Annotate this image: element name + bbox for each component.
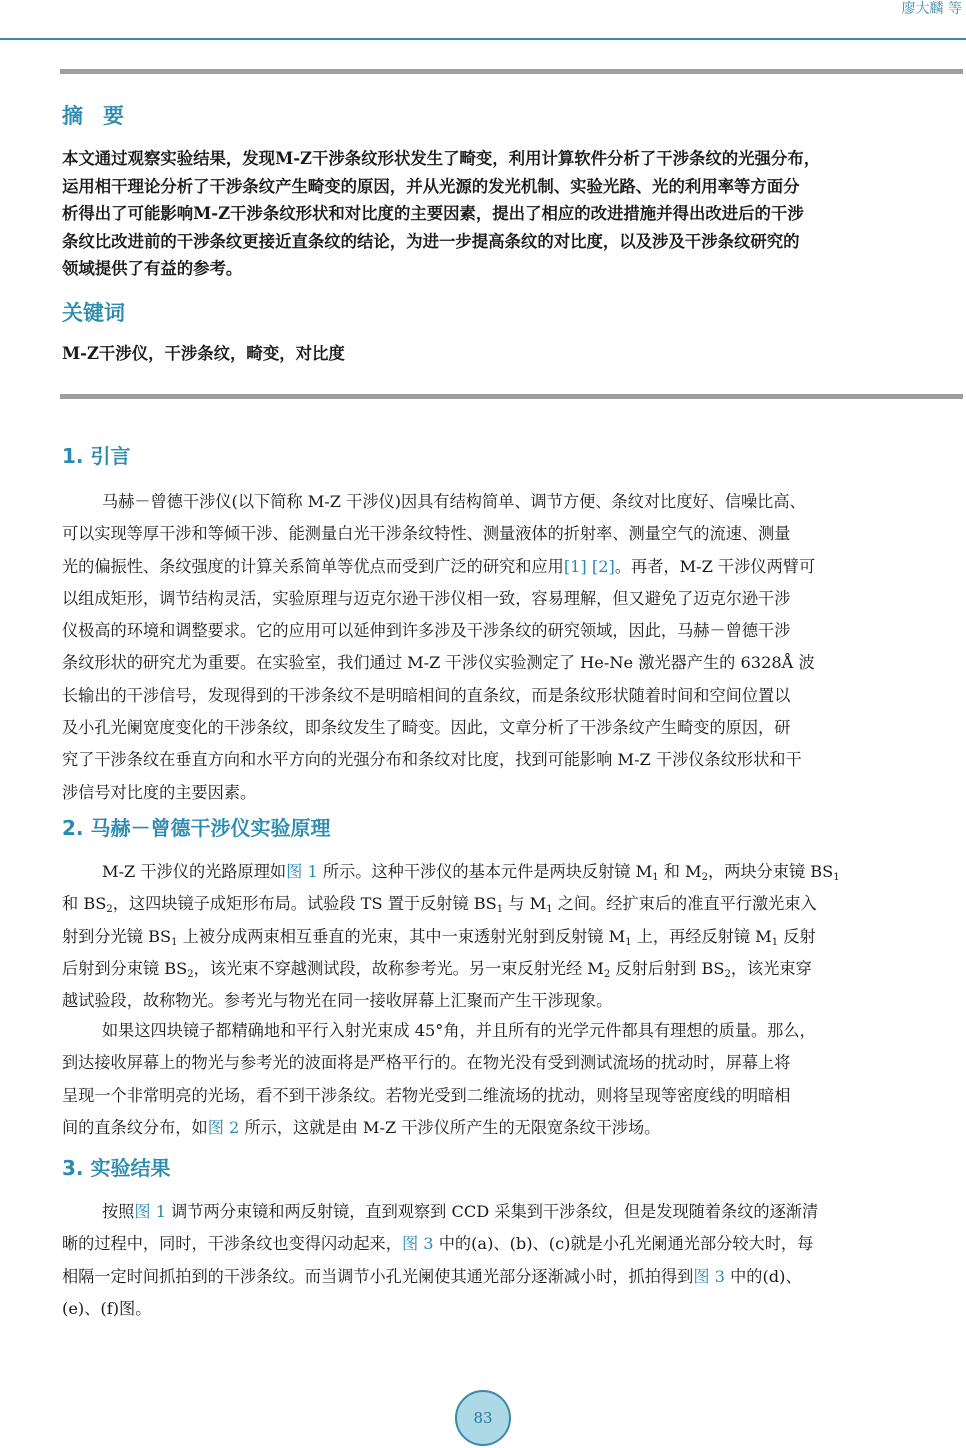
body-line: 呈现一个非常明亮的光场，看不到干涉条纹。若物光受到二维流场的扰动，则将呈现等密度线的明暗相 — [62, 1085, 791, 1105]
section-1-title: 1. 引言 — [62, 444, 131, 468]
body-line: 马赫－曾德干涉仪(以下简称 M-Z 干涉仪)因具有结构简单、调节方便、条纹对比度好、信噪比高、 — [102, 492, 806, 511]
body-line: 间的直条纹分布，如图 2 所示，这就是由 M-Z 干涉仪所产生的无限宽条纹干涉场。 — [62, 1117, 661, 1137]
section-2-title: 2. 马赫－曾德干涉仪实验原理 — [62, 816, 331, 840]
body-line: 涉信号对比度的主要因素。 — [62, 782, 257, 802]
body-line: 越试验段，故称物光。参考光与物光在同一接收屏幕上汇聚而产生干涉现象。 — [62, 991, 613, 1011]
abstract-body — [62, 145, 964, 283]
body-line: 仪极高的环境和调整要求。它的应用可以延伸到许多涉及干涉条纹的研究领域，因此，马赫－曾德干涉 — [62, 621, 791, 641]
body-line: 光的偏振性、条纹强度的计算关系简单等优点而受到广泛的研究和应用[1] [2]。再者，M-Z 干涉仪两臂可 — [62, 556, 816, 576]
figure-1-link[interactable]: 图 1 — [134, 1202, 167, 1221]
abstract-bottom-rule — [60, 394, 963, 399]
section-3-title: 3. 实验结果 — [62, 1156, 171, 1180]
abstract-line: 本文通过观察实验结果，发现M-Z干涉条纹形状发生了畸变，利用计算软件分析了干涉条纹的光强分布， — [62, 149, 821, 168]
body-line: 射到分光镜 $BS_1$ 上被分成两束相互垂直的光束，其中一束透射光射到反射镜 $M_1$ 上，再经反射镜 $M_1$ 反射 — [62, 926, 816, 948]
section-3-body — [62, 1196, 964, 1325]
figure-2-link[interactable]: 图 2 — [207, 1117, 240, 1137]
section-1-body — [62, 486, 964, 809]
section-2-para-2 — [62, 1015, 964, 1144]
body-line: 相隔一定时间抓拍到的干涉条纹。而当调节小孔光阑使其通光部分逐渐减小时，抓拍得到图 3 中的(d)、 — [62, 1266, 802, 1286]
body-line: 以组成矩形，调节结构灵活，实验原理与迈克尔逊干涉仪相一致，容易理解，但又避免了迈克尔逊干涉 — [62, 588, 791, 608]
body-line: 按照图 1 调节两分束镜和两反射镜，直到观察到 CCD 采集到干涉条纹，但是发现随着条纹的逐渐清 — [102, 1202, 819, 1221]
abstract-line: 条纹比改进前的干涉条纹更接近直条纹的结论，为进一步提高条纹的对比度，以及涉及干涉条纹研究的 — [62, 231, 800, 251]
figure-3-link[interactable]: 图 3 — [401, 1234, 434, 1254]
keywords-text — [62, 340, 964, 368]
running-head: 廖大麟 等 — [901, 1, 962, 17]
abstract-heading: 摘 要 — [62, 104, 124, 128]
keywords-line: M-Z干涉仪，干涉条纹，畸变，对比度 — [62, 344, 345, 363]
body-line: 后射到分束镜 $BS_2$，该光束不穿越测试段，故称参考光。另一束反射光经 $M_2$ 反射后射到 $BS_2$，该光束穿 — [62, 958, 812, 980]
body-line: 如果这四块镜子都精确地和平行入射光束成 45°角，并且所有的光学元件都具有理想的质量。那么， — [102, 1021, 816, 1040]
abstract-line: 运用相干理论分析了干涉条纹产生畸变的原因，并从光源的发光机制、实验光路、光的利用率等方面分 — [62, 176, 800, 196]
abstract-line: 析得出了可能影响M-Z干涉条纹形状和对比度的主要因素，提出了相应的改进措施并得出改进后的干涉 — [62, 204, 804, 223]
body-line: 及小孔光阑宽度变化的干涉条纹，即条纹发生了畸变。因此，文章分析了干涉条纹产生畸变的原因，研 — [62, 718, 791, 738]
body-line: 长输出的干涉信号，发现得到的干涉条纹不是明暗相间的直条纹，而是条纹形状随着时间和空间位置以 — [62, 685, 791, 705]
body-line: 条纹形状的研究尤为重要。在实验室，我们通过 M-Z 干涉仪实验测定了 He-Ne 激光器产生的 6328Å 波 — [62, 653, 815, 673]
page-number: 83 — [473, 1409, 493, 1427]
body-line: M-Z 干涉仪的光路原理如图 1 所示。这种干涉仪的基本元件是两块反射镜 $M_1$ 和 $M_2$，两块分束镜 $BS_1$ — [102, 862, 840, 883]
figure-1-link[interactable]: 图 1 — [286, 862, 318, 881]
body-line: (e)、(f)图。 — [62, 1298, 152, 1318]
body-line: 究了干涉条纹在垂直方向和水平方向的光强分布和条纹对比度，找到可能影响 M-Z 干涉仪条纹形状和干 — [62, 750, 802, 770]
abstract-top-rule — [60, 69, 963, 74]
body-line: 可以实现等厚干涉和等倾干涉、能测量白光干涉条纹特性、测量液体的折射率、测量空气的流速、测量 — [62, 524, 791, 544]
body-line: 晰的过程中，同时，干涉条纹也变得闪动起来，图 3 中的(a)、(b)、(c)就是小孔光阑通光部分较大时，每 — [62, 1234, 814, 1254]
header-rule — [0, 38, 966, 40]
section-2-para-1 — [62, 856, 964, 1017]
body-line: 到达接收屏幕上的物光与参考光的波面将是严格平行的。在物光没有受到测试流场的扰动时，屏幕上将 — [62, 1053, 791, 1073]
keywords-heading: 关键词 — [62, 301, 125, 325]
abstract-line: 领域提供了有益的参考。 — [62, 259, 243, 278]
page-number-badge — [455, 1390, 511, 1446]
body-line: 和 $BS_2$，这四块镜子成矩形布局。试验段 TS 置于反射镜 $BS_1$ 与 $M_1$ 之间。经扩束后的准直平行激光束入 — [62, 894, 817, 916]
citation-link[interactable]: [1] [2] — [563, 556, 615, 576]
figure-3-link[interactable]: 图 3 — [693, 1266, 725, 1286]
